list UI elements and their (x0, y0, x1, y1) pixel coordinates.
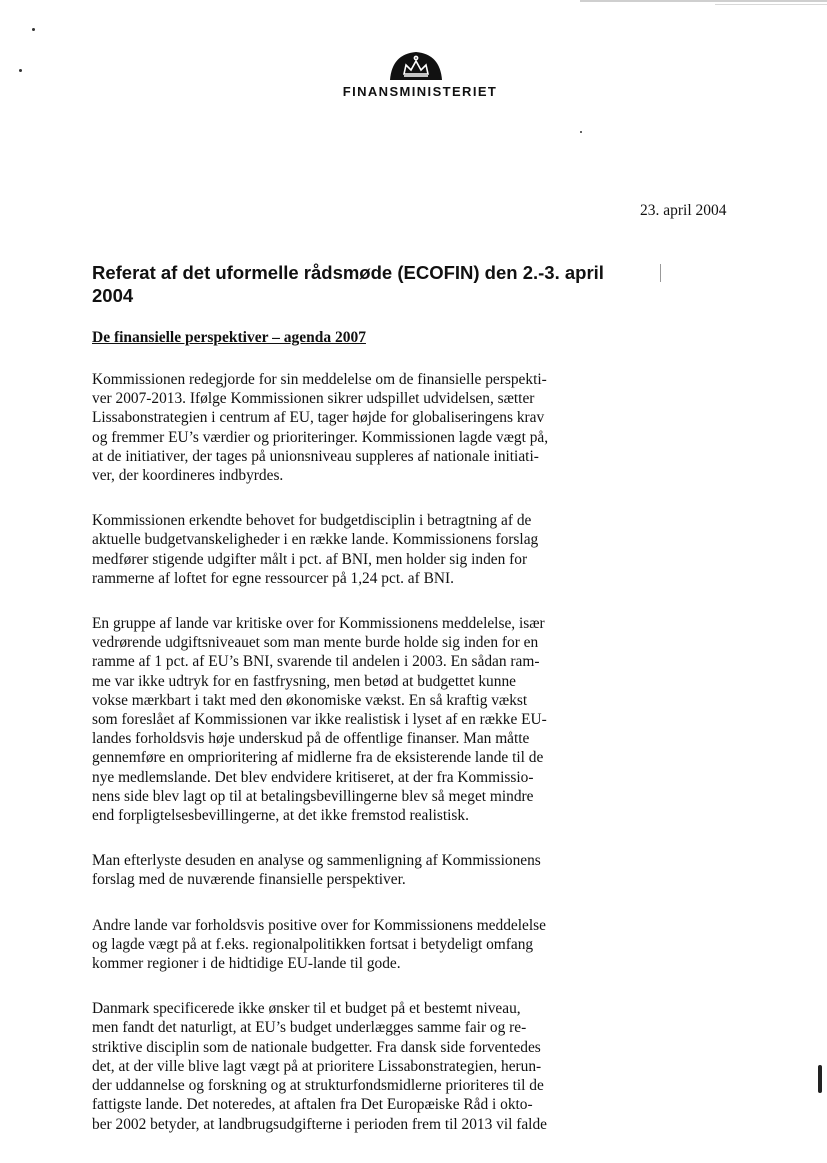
body-paragraph (92, 370, 622, 485)
paragraph-line: Kommissionen redegjorde for sin meddelelse om de finansielle perspekti- (92, 371, 547, 388)
paragraph-line: ver 2007-2013. Ifølge Kommissionen sikrer udspillet udvidelsen, sætter (92, 390, 535, 408)
paragraph-line: og fremmer EU’s værdier og prioriteringer. Kommissionen lagde vægt på, (92, 428, 549, 446)
document-title: Referat af det uformelle rådsmøde (ECOFIN) den 2.-3. april 2004 (92, 262, 604, 306)
paragraph-line: medfører stigende udgifter målt i pct. af BNI, men holder sig inden for (92, 550, 528, 568)
paragraph-line: striktive disciplin som de nationale budgetter. Fra dansk side forventedes (92, 1038, 541, 1056)
body-paragraph (92, 614, 622, 825)
paragraph-line: kommer regioner i de hidtidige EU-lande til gode. (92, 955, 401, 973)
crown-emblem-icon (388, 48, 444, 82)
paragraph-line: rammerne af loftet for egne ressourcer på 1,24 pct. af BNI. (92, 569, 454, 587)
paragraph-line: Man efterlyste desuden en analyse og sammenligning af Kommissionens (92, 852, 541, 870)
paragraph-line: men fandt det naturligt, at EU’s budget underlægges samme fair og re- (92, 1019, 527, 1037)
scan-edge-line (715, 4, 827, 5)
paragraph-line: Andre lande var forholdsvis positive over for Kommissionens meddelelse (92, 916, 546, 934)
document-date: 23. april 2004 (640, 202, 727, 219)
paragraph-line: forslag med de nuværende finansielle perspektiver. (92, 871, 406, 889)
paragraph-line: aktuelle budgetvanskeligheder i en række lande. Kommissionens forslag (92, 531, 539, 549)
paragraph-line: det, at der ville blive lagt vægt på at prioritere Lissabonstrategien, herun- (92, 1057, 542, 1075)
paragraph-line: fattigste lande. Det noteredes, at aftalen fra Det Europæiske Råd i okto- (92, 1096, 533, 1114)
paragraph-line: nens side blev lagt op til at betalingsbevillingerne blev så meget mindre (92, 787, 534, 805)
scan-speck (19, 69, 22, 72)
document-body (92, 370, 622, 1160)
paragraph-line: me var ikke udtryk for en fastfrysning, men betød at budgettet kunne (92, 672, 516, 690)
paragraph-line: at de initiativer, der tages på unionsniveau suppleres af nationale initiati- (92, 447, 539, 465)
scan-margin-mark (818, 1065, 822, 1093)
paragraph-line: ver, der koordineres indbyrdes. (92, 467, 284, 485)
paragraph-line: og lagde vægt på at f.eks. regionalpolitikken fortsat i betydeligt omfang (92, 935, 534, 953)
scan-speck (32, 28, 35, 31)
scan-margin-mark (660, 264, 661, 282)
body-paragraph (92, 511, 622, 588)
body-paragraph (92, 851, 622, 889)
paragraph-line: En gruppe af lande var kritiske over for Kommissionens meddelelse, især (92, 615, 545, 633)
scan-speck (580, 131, 582, 133)
paragraph-line: landes forholdsvis høje underskud på de offentlige finanser. Man måtte (92, 730, 530, 748)
paragraph-line: end forpligtelsesbevillingerne, at det ikke fremstod realistisk. (92, 807, 469, 825)
paragraph-line: ber 2002 betyder, at landbrugsudgifterne i perioden frem til 2013 vil falde (92, 1115, 547, 1133)
paragraph-line: der uddannelse og forskning og at strukturfondsmidlerne prioriteres til de (92, 1077, 544, 1095)
paragraph-line: Kommissionen erkendte behovet for budgetdisciplin i betragtning af de (92, 512, 532, 530)
paragraph-line: ramme af 1 pct. af EU’s BNI, svarende til andelen i 2003. En sådan ram- (92, 653, 540, 671)
paragraph-line: nye medlemslande. Det blev endvidere kritiseret, at der fra Kommissio- (92, 768, 534, 786)
paragraph-line: gennemføre en omprioritering af midlerne fra de eksisterende lande til de (92, 749, 544, 767)
paragraph-line: som foreslået af Kommissionen var ikke realistisk i lyset af en række EU- (92, 711, 547, 729)
section-heading: De finansielle perspektiver – agenda 2007 (92, 329, 366, 346)
paragraph-line: Lissabonstrategien i centrum af EU, tager højde for globaliseringens krav (92, 409, 545, 427)
paragraph-line: vokse mærkbart i takt med den økonomiske vækst. En så kraftig vækst (92, 691, 528, 709)
paragraph-line: vedrørende udgiftsniveauet som man mente burde holde sig inden for en (92, 634, 539, 652)
paragraph-line: Danmark specificerede ikke ønsker til et budget på et bestemt niveau, (92, 1000, 521, 1018)
body-paragraph (92, 999, 622, 1133)
body-paragraph (92, 916, 622, 974)
scan-edge-line (580, 0, 827, 2)
ministry-name: FINANSMINISTERIET (342, 84, 498, 99)
